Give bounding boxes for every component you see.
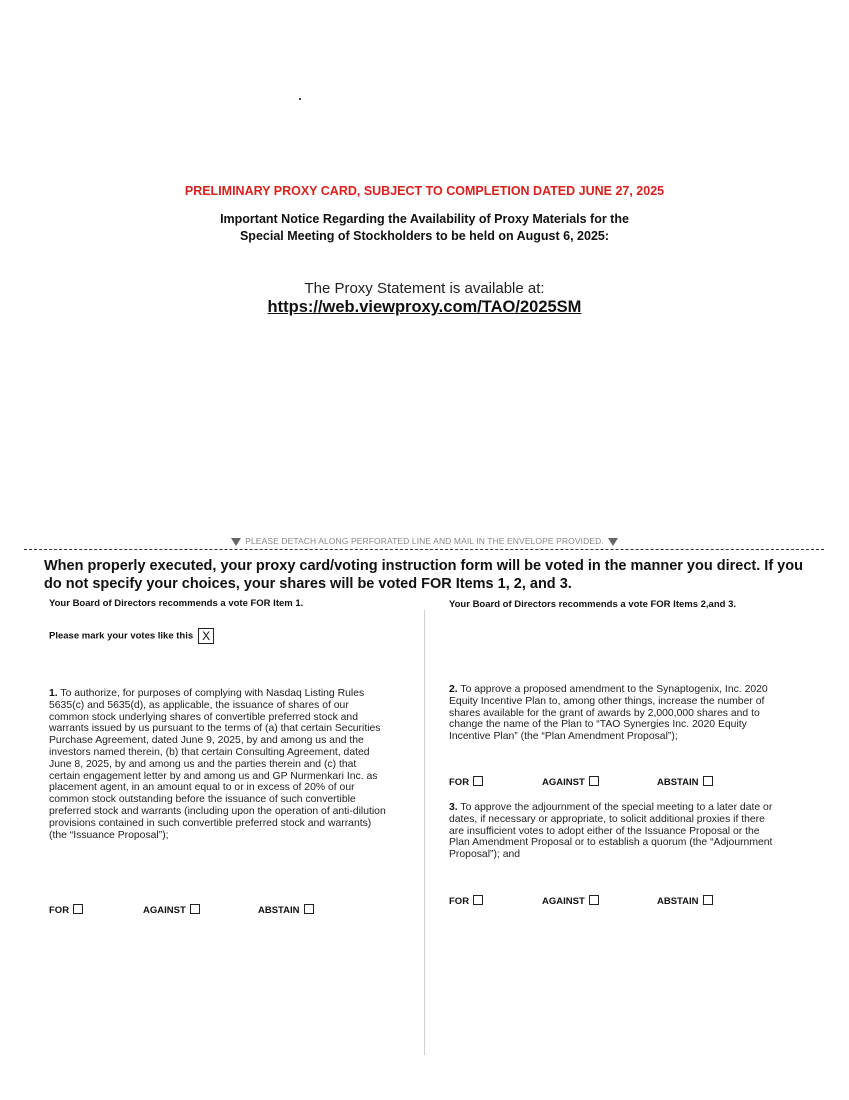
proposal-item-1 — [49, 688, 389, 841]
against-checkbox[interactable] — [589, 776, 599, 786]
item3-abstain-option[interactable] — [657, 895, 713, 907]
item1-text: To authorize, for purposes of complying with Nasdaq Listing Rules 5635(c) and 5635(d), as applicable, the issuance of shares of our common stock underlying shares of convertible preferred stock and warrants issued by us pursuant to the terms of (a) that certain Securities Purchase Agreement, dated June 9, 2025, by and among us and the investors named therein, (b) that certain Consulting Agreement, dated June 8, 2025, by and among us and the parties therein and (c) that certain engagement letter by and among us and GP Nurmenkari Inc. as placement agent, in an amount equal to or in excess of 20% of our common stock outstanding before the issuance of such convertible preferred stock and warrants (including upon the operation of anti-dilution provisions contained in such convertible preferred stock and warrants) (the “Issuance Proposal”); — [49, 688, 386, 841]
proxy-available-text: The Proxy Statement is available at: — [304, 280, 545, 297]
abstain-checkbox[interactable] — [703, 895, 713, 905]
mark-votes-instruction — [49, 628, 214, 644]
item1-abstain-option[interactable] — [258, 904, 314, 916]
board-recommendation-item1: Your Board of Directors recommends a vote FOR Item 1. — [49, 598, 304, 609]
perforated-line — [24, 549, 824, 550]
stray-dot — [299, 98, 301, 100]
item1-for-option[interactable] — [49, 904, 83, 916]
item3-against-option[interactable] — [542, 895, 599, 907]
against-checkbox[interactable] — [190, 904, 200, 914]
against-label: AGAINST — [542, 896, 585, 907]
proposal-item-3 — [449, 802, 779, 861]
item2-for-option[interactable] — [449, 776, 483, 788]
proxy-url-link[interactable]: https://web.viewproxy.com/TAO/2025SM — [267, 298, 582, 316]
item2-abstain-option[interactable] — [657, 776, 713, 788]
notice-line-1: Important Notice Regarding the Availability of Proxy Materials for the — [220, 212, 629, 226]
mark-example-box: X — [198, 628, 214, 644]
for-checkbox[interactable] — [473, 895, 483, 905]
detach-text: PLEASE DETACH ALONG PERFORATED LINE AND MAIL IN THE ENVELOPE PROVIDED. — [245, 536, 604, 546]
item3-number: 3. — [449, 802, 458, 813]
item3-for-option[interactable] — [449, 895, 483, 907]
abstain-label: ABSTAIN — [657, 777, 699, 788]
for-label: FOR — [49, 905, 70, 916]
item1-against-option[interactable] — [143, 904, 200, 916]
detach-instruction — [0, 536, 849, 546]
against-label: AGAINST — [143, 905, 186, 916]
preliminary-heading: PRELIMINARY PROXY CARD, SUBJECT TO COMPLETION DATED JUNE 27, 2025 — [184, 184, 665, 198]
board-recommendation-items23: Your Board of Directors recommends a vote FOR Items 2,and 3. — [449, 599, 737, 610]
availability-notice — [0, 211, 849, 245]
abstain-checkbox[interactable] — [304, 904, 314, 914]
against-label: AGAINST — [542, 777, 585, 788]
item1-number: 1. — [49, 688, 58, 699]
abstain-label: ABSTAIN — [657, 896, 699, 907]
mark-votes-label: Please mark your votes like this — [49, 630, 194, 642]
abstain-label: ABSTAIN — [258, 905, 300, 916]
item2-number: 2. — [449, 684, 458, 695]
column-divider — [424, 610, 425, 1055]
for-label: FOR — [449, 777, 470, 788]
triangle-down-icon — [608, 538, 618, 546]
notice-line-2: Special Meeting of Stockholders to be held on August 6, 2025: — [239, 229, 610, 243]
for-label: FOR — [449, 896, 470, 907]
proposal-item-2 — [449, 684, 789, 743]
against-checkbox[interactable] — [589, 895, 599, 905]
for-checkbox[interactable] — [473, 776, 483, 786]
item2-against-option[interactable] — [542, 776, 599, 788]
item2-text: To approve a proposed amendment to the Synaptogenix, Inc. 2020 Equity Incentive Plan to, among other things, increase the number of shares available for the grant of awards by 2,000,000 shares and to change the name of the Plan to “TAO Synergies Inc. 2020 Equity Incentive Plan” (the “Plan Amendment Proposal”); — [449, 684, 768, 743]
for-checkbox[interactable] — [73, 904, 83, 914]
item3-text: To approve the adjournment of the special meeting to a later date or dates, if necessary or appropriate, to solicit additional proxies if there are insufficient votes to adopt either of the Issuance Proposal or the Plan Amendment Proposal or to establish a quorum (the “Adjournment Proposal”); and — [449, 802, 773, 861]
abstain-checkbox[interactable] — [703, 776, 713, 786]
execution-notice: When properly executed, your proxy card/voting instruction form will be voted in the manner you direct. If you do not specify your choices, your shares will be voted FOR Items 1, 2, and 3. — [44, 558, 803, 592]
triangle-down-icon — [231, 538, 241, 546]
